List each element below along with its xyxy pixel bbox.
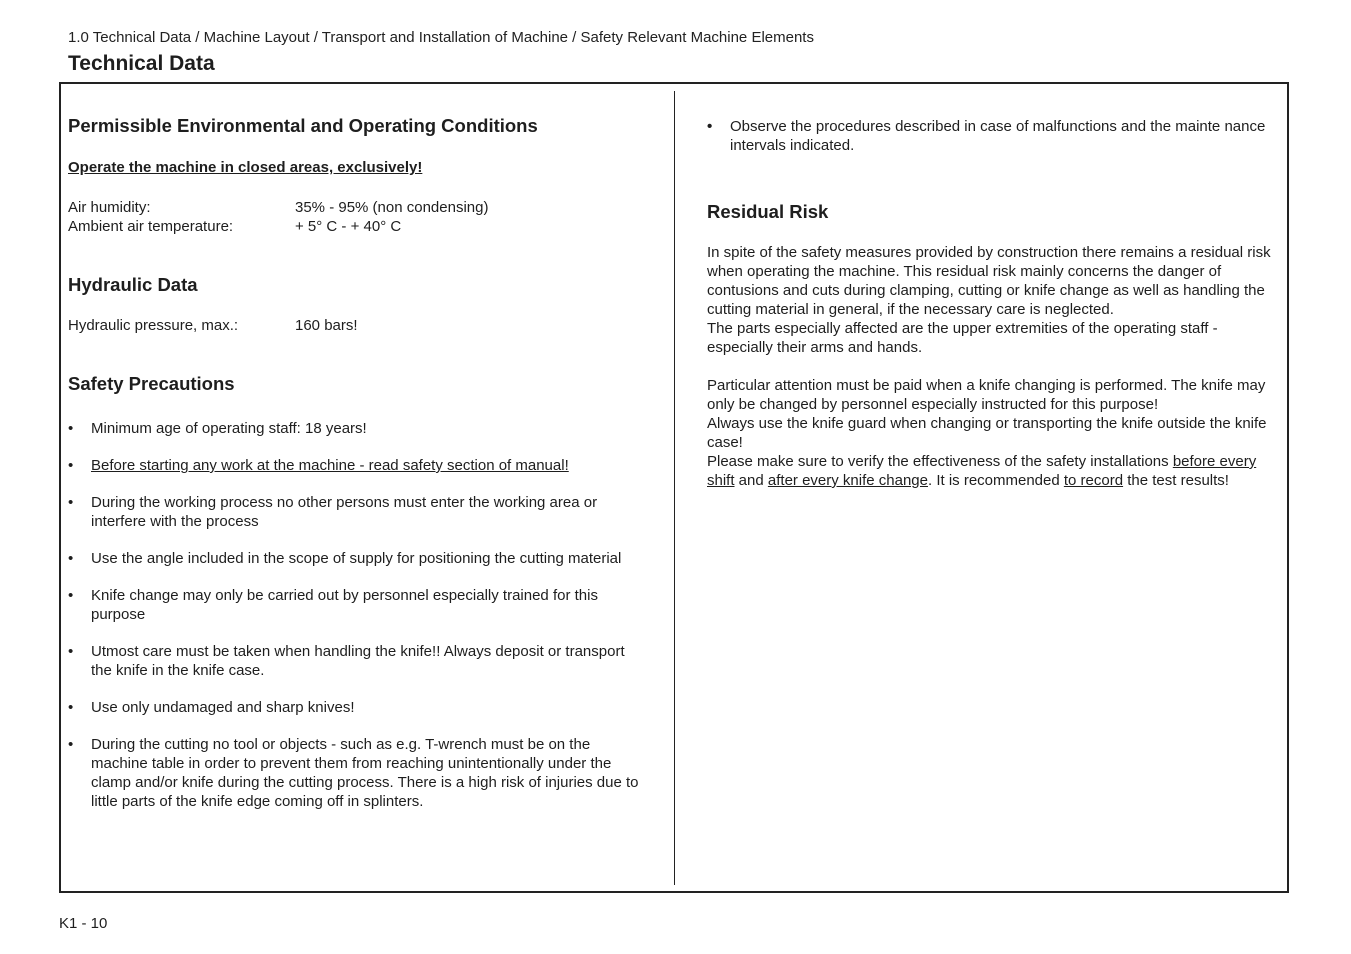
list-item <box>68 735 648 811</box>
env-table <box>68 198 648 236</box>
residual-heading: Residual Risk <box>707 201 829 222</box>
residual-para: Particular attention must be paid when a knife changing is performed. The knife may only be changed by personnel especially instructed for this purpose! <box>707 377 1266 413</box>
env-label: Air humidity: <box>68 199 151 216</box>
bullet: • <box>68 643 74 660</box>
text-run: the test results! <box>1123 472 1229 489</box>
text-run: Please make sure to verify the effectiveness of the safety installations <box>707 453 1173 470</box>
list-item-text: During the cutting no tool or objects - such as e.g. T-wrench must be on the machine table in order to prevent them from reaching unintentionally under the clamp and/or knife during the cutting process. There is a high risk of injuries due to little parts of the knife edge coming off in splinters. <box>91 736 639 810</box>
list-item-text: Use only undamaged and sharp knives! <box>91 699 355 716</box>
safety-list <box>68 419 648 811</box>
bullet: • <box>68 736 74 753</box>
hydraulic-row <box>68 316 648 335</box>
env-heading: Permissible Environmental and Operating Conditions <box>68 115 538 136</box>
bullet: • <box>68 587 74 604</box>
bullet: • <box>707 118 713 135</box>
bullet: • <box>68 457 74 474</box>
bullet: • <box>68 550 74 567</box>
list-item <box>68 549 648 568</box>
breadcrumb: 1.0 Technical Data / Machine Layout / Transport and Installation of Machine / Safety Relevant Machine Elements <box>68 29 814 46</box>
residual-para: The parts especially affected are the upper extremities of the operating staff - especially their arms and hands. <box>707 320 1218 356</box>
list-item-text: Before starting any work at the machine - read safety section of manual! <box>91 457 569 474</box>
list-item <box>68 456 648 475</box>
env-value: + 5° C - + 40° C <box>295 218 402 235</box>
list-item <box>68 698 648 717</box>
hydraulic-heading: Hydraulic Data <box>68 274 198 295</box>
list-item-text: During the working process no other persons must enter the working area or interfere with the process <box>91 494 598 530</box>
bullet: • <box>68 699 74 716</box>
bullet: • <box>68 494 74 511</box>
column-divider <box>674 91 675 885</box>
env-row <box>68 198 648 217</box>
hydraulic-value: 160 bars! <box>295 317 358 334</box>
residual-para: Always use the knife guard when changing or transporting the knife outside the knife case! <box>707 415 1267 451</box>
list-item <box>707 117 1282 155</box>
list-item-text: Minimum age of operating staff: 18 years! <box>91 420 367 437</box>
safety-heading: Safety Precautions <box>68 373 235 394</box>
residual-para: In spite of the safety measures provided by construction there remains a residual risk when operating the machine. This residual risk mainly concerns the danger of contusions and cuts during clamping, cutting or knife change as well as handling the cutting material in general, if the necessary care is neglected. <box>707 244 1271 318</box>
right-column <box>707 117 1282 490</box>
residual-para <box>707 452 1282 490</box>
emphasis-before-every-shift: before every shift <box>707 453 1257 489</box>
emphasis-to-record: to record <box>1063 472 1124 489</box>
text-run: . It is recommended <box>927 472 1064 489</box>
env-notice: Operate the machine in closed areas, exclusively! <box>68 159 423 176</box>
intro-list <box>707 117 1282 155</box>
list-item-text: Use the angle included in the scope of supply for positioning the cutting material <box>91 550 622 567</box>
page-title: Technical Data <box>68 52 215 75</box>
list-item-text: Observe the procedures described in case of malfunctions and the mainte nance intervals indicated. <box>730 118 1266 154</box>
bullet: • <box>68 420 74 437</box>
list-item <box>68 642 648 680</box>
env-label: Ambient air temperature: <box>68 218 234 235</box>
page-number: K1 - 10 <box>59 915 108 932</box>
list-item <box>68 586 648 624</box>
list-item <box>68 493 648 531</box>
hydraulic-label: Hydraulic pressure, max.: <box>68 317 239 334</box>
left-column <box>68 115 648 811</box>
list-item <box>68 419 648 438</box>
env-value: 35% - 95% (non condensing) <box>295 199 489 216</box>
list-item-text: Knife change may only be carried out by personnel especially trained for this purpose <box>91 587 598 623</box>
text-run: and <box>734 472 768 489</box>
env-row <box>68 217 648 236</box>
emphasis-after-every-knife-change: after every knife change <box>767 472 928 489</box>
list-item-text: Utmost care must be taken when handling the knife!! Always deposit or transport the knife in the knife case. <box>91 643 625 679</box>
